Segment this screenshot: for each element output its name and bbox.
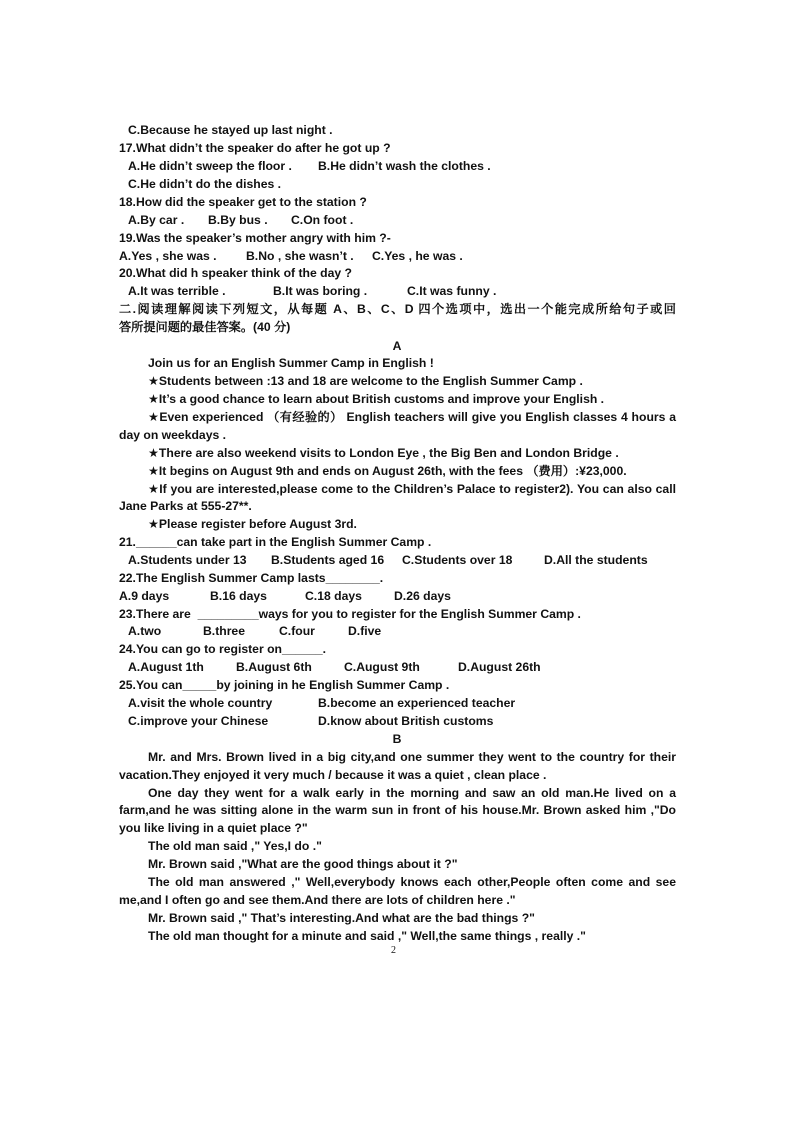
q21-option-c: C.Students over 18 bbox=[402, 553, 513, 567]
q20-option-b: B.It was boring . bbox=[273, 284, 368, 298]
q24-option-d: D.August 26th bbox=[458, 660, 541, 674]
passage-b-p2-line2: farm,and he was sitting alone in the warm sun in front of his house.Mr. Brown asked him ,"Do bbox=[119, 803, 676, 817]
q21-option-b: B.Students aged 16 bbox=[271, 553, 385, 567]
passage-b-p2-line3: you like living in a quiet place ?" bbox=[119, 821, 308, 835]
passage-b-p3: The old man said ," Yes,I do ." bbox=[148, 839, 322, 853]
passage-a-bullet-3-line2: day on weekdays . bbox=[119, 428, 227, 442]
q24-option-b: B.August 6th bbox=[236, 660, 312, 674]
question-25: 25.You can_____by joining in he English Summer Camp . bbox=[119, 678, 450, 692]
q25-option-c: C.improve your Chinese bbox=[128, 714, 269, 728]
passage-a-bullet-5: ★It begins on August 9th and ends on August 26th, with the fees （费用）:¥23,000. bbox=[148, 464, 627, 478]
passage-b-p1-line1: Mr. and Mrs. Brown lived in a big city,and one summer they went to the country for their bbox=[148, 750, 676, 764]
passage-b-p5-line1: The old man answered ," Well,everybody knows each other,People often come and see bbox=[148, 875, 676, 889]
question-17: 17.What didn’t the speaker do after he got up ? bbox=[119, 141, 391, 155]
q25-option-a: A.visit the whole country bbox=[128, 696, 273, 710]
q19-option-c: C.Yes , he was . bbox=[372, 249, 463, 263]
section2-instruction-line2: 答所提问题的最佳答案。(40 分) bbox=[119, 320, 291, 334]
q18-option-b: B.By bus . bbox=[208, 213, 268, 227]
question-18: 18.How did the speaker get to the station ? bbox=[119, 195, 367, 209]
q17-option-b: B.He didn’t wash the clothes . bbox=[318, 159, 491, 173]
question-19: 19.Was the speaker’s mother angry with him ?- bbox=[119, 231, 391, 245]
q23-option-d: D.five bbox=[348, 624, 382, 638]
section2-instruction-line1: 二.阅读理解阅读下列短文，从每题 A、B、C、D 四个选项中，选出一个能完成所给句子或回 bbox=[119, 302, 676, 316]
passage-a-bullet-6-line1: ★If you are interested,please come to the Children’s Palace to register2). You can also call bbox=[148, 482, 676, 496]
q16-option-c: C.Because he stayed up last night . bbox=[128, 123, 333, 137]
q19-option-a: A.Yes , she was . bbox=[119, 249, 217, 263]
q22-option-b: B.16 days bbox=[210, 589, 267, 603]
passage-a-bullet-4: ★There are also weekend visits to London Eye , the Big Ben and London Bridge . bbox=[148, 446, 619, 460]
passage-b-p5-line2: me,and I often go and see them.And there are lots of children here ." bbox=[119, 893, 516, 907]
q24-option-c: C.August 9th bbox=[344, 660, 420, 674]
passage-b-p1-line2: vacation.They enjoyed it very much / because it was a quiet , clean place . bbox=[119, 768, 547, 782]
question-24: 24.You can go to register on______. bbox=[119, 642, 327, 656]
page-number: 2 bbox=[391, 945, 396, 956]
q21-option-d: D.All the students bbox=[544, 553, 648, 567]
passage-a-bullet-7: ★Please register before August 3rd. bbox=[148, 517, 357, 531]
q22-option-c: C.18 days bbox=[305, 589, 362, 603]
passage-b-p4: Mr. Brown said ,"What are the good things about it ?" bbox=[148, 857, 458, 871]
q25-option-b: B.become an experienced teacher bbox=[318, 696, 516, 710]
q23-option-c: C.four bbox=[279, 624, 315, 638]
q25-option-d: D.know about British customs bbox=[318, 714, 494, 728]
passage-b-p6: Mr. Brown said ," That’s interesting.And what are the bad things ?" bbox=[148, 911, 535, 925]
passage-b-heading: B bbox=[392, 732, 402, 746]
question-21: 21.______can take part in the English Summer Camp . bbox=[119, 535, 432, 549]
passage-a-bullet-1: ★Students between :13 and 18 are welcome to the English Summer Camp . bbox=[148, 374, 583, 388]
q19-option-b: B.No , she wasn’t . bbox=[246, 249, 354, 263]
q21-option-a: A.Students under 13 bbox=[128, 553, 247, 567]
question-20: 20.What did h speaker think of the day ? bbox=[119, 266, 352, 280]
question-22: 22.The English Summer Camp lasts________. bbox=[119, 571, 384, 585]
passage-a-bullet-3-line1: ★Even experienced （有经验的） English teachers will give you English classes 4 hours a bbox=[148, 410, 676, 424]
passage-a-heading: A bbox=[392, 339, 402, 353]
passage-b-p2-line1: One day they went for a walk early in the morning and saw an old man.He lived on a bbox=[148, 786, 676, 800]
q22-option-a: A.9 days bbox=[119, 589, 170, 603]
q17-option-a: A.He didn’t sweep the floor . bbox=[128, 159, 292, 173]
q23-option-b: B.three bbox=[203, 624, 245, 638]
passage-b-p7: The old man thought for a minute and said ," Well,the same things , really ." bbox=[148, 929, 586, 943]
q24-option-a: A.August 1th bbox=[128, 660, 204, 674]
q23-option-a: A.two bbox=[128, 624, 162, 638]
q18-option-c: C.On foot . bbox=[291, 213, 354, 227]
passage-a-intro: Join us for an English Summer Camp in English ! bbox=[148, 356, 434, 370]
q22-option-d: D.26 days bbox=[394, 589, 451, 603]
q20-option-c: C.It was funny . bbox=[407, 284, 497, 298]
question-23: 23.There are _________ways for you to register for the English Summer Camp . bbox=[119, 607, 581, 621]
passage-a-bullet-6-line2: Jane Parks at 555-27**. bbox=[119, 499, 252, 513]
q18-option-a: A.By car . bbox=[128, 213, 185, 227]
q17-option-c: C.He didn’t do the dishes . bbox=[128, 177, 282, 191]
passage-a-bullet-2: ★It’s a good chance to learn about British customs and improve your English . bbox=[148, 392, 605, 406]
q20-option-a: A.It was terrible . bbox=[128, 284, 226, 298]
